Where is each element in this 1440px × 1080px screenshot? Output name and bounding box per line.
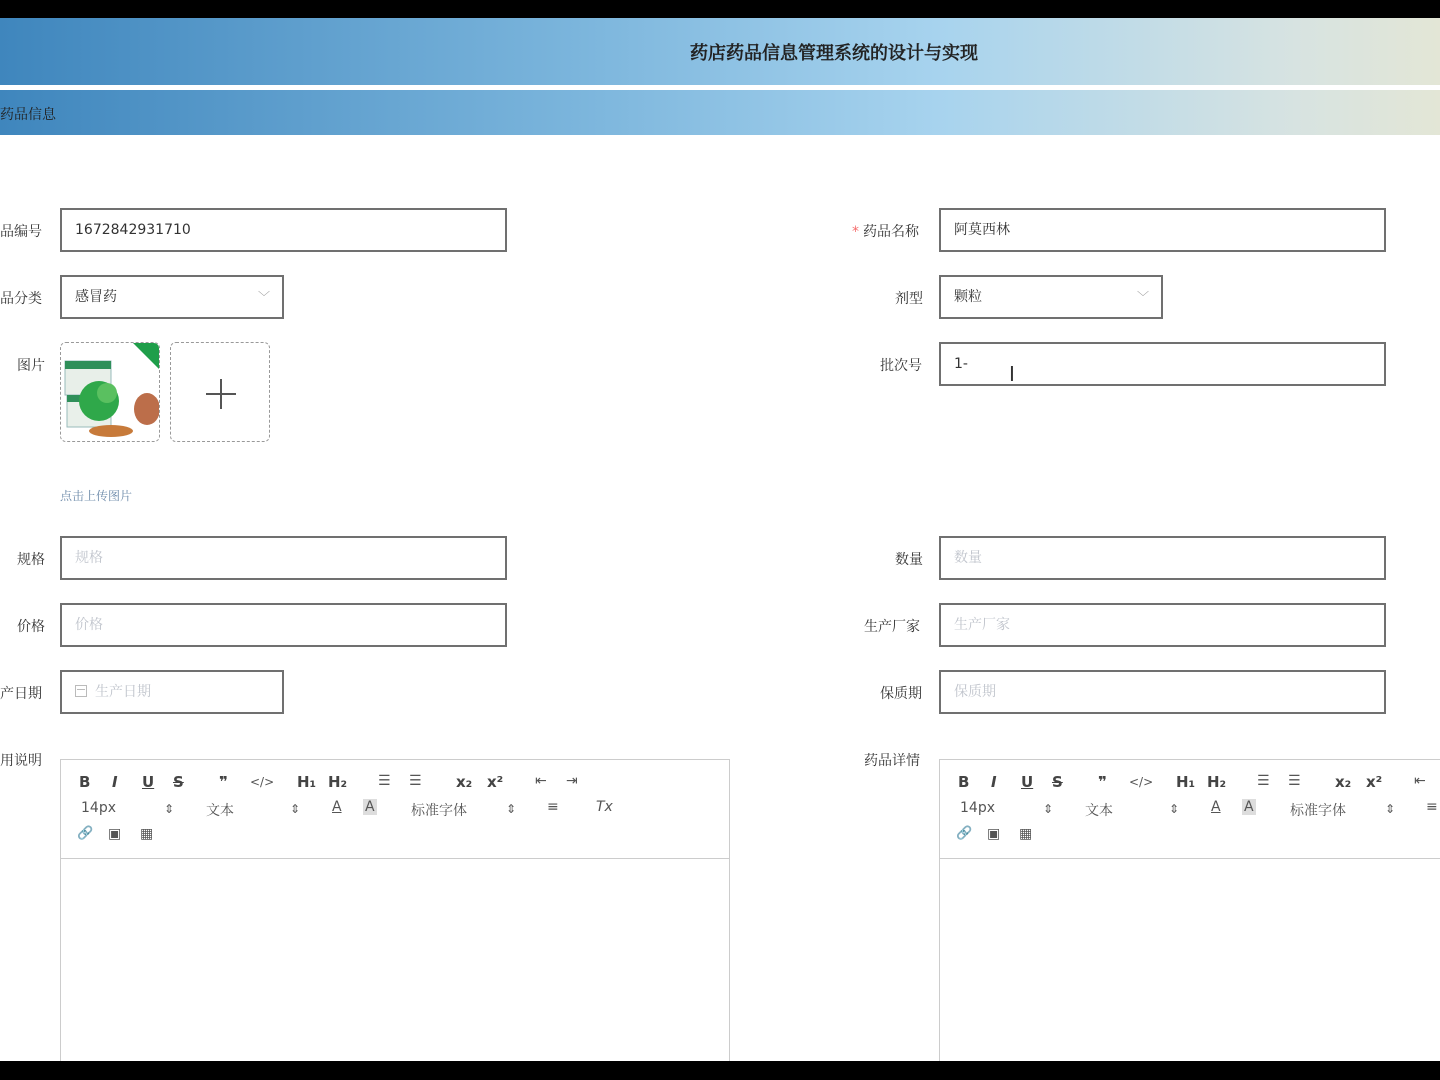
link-button[interactable]: 🔗 [956, 826, 973, 841]
code-button[interactable]: </> [250, 775, 275, 789]
top-header [0, 18, 1440, 85]
font-size-arrow-icon: ⇕ [1043, 802, 1054, 816]
paragraph-picker[interactable]: 文本 [1085, 803, 1113, 819]
italic-button[interactable]: I [991, 773, 997, 791]
upload-tip: 点击上传图片 [60, 489, 133, 503]
upload-button[interactable] [170, 342, 270, 442]
code-input[interactable]: 1672842931710 [60, 208, 507, 252]
details-label: 药品详情 [864, 753, 920, 769]
production-date-picker[interactable] [60, 670, 284, 714]
shelf-life-input[interactable]: 保质期 [939, 670, 1386, 714]
ordered-list-button[interactable]: ☰ [1257, 773, 1270, 789]
quote-button[interactable]: ❞ [219, 773, 228, 791]
paragraph-picker[interactable]: 文本 [206, 803, 234, 819]
font-size-picker[interactable]: 14px [81, 800, 116, 816]
strike-button[interactable]: S [1052, 773, 1063, 791]
plus-icon-vertical [220, 379, 222, 409]
breadcrumb-bar [0, 90, 1440, 135]
editor-toolbar [61, 760, 729, 859]
usage-label: 用说明 [0, 753, 42, 769]
required-mark: * [852, 224, 859, 240]
font-family-arrow-icon: ⇕ [1385, 802, 1396, 816]
underline-button[interactable]: U [1021, 773, 1034, 791]
outdent-button[interactable]: ⇤ [1414, 773, 1426, 789]
chevron-down-icon: ﹀ [257, 290, 270, 304]
align-button[interactable]: ≡ [547, 799, 559, 815]
ordered-list-button[interactable]: ☰ [378, 773, 391, 789]
name-label [852, 221, 919, 241]
bold-button[interactable]: B [958, 773, 970, 791]
production-date-label: 产日期 [0, 686, 42, 702]
video-button[interactable]: ▦ [1019, 826, 1033, 842]
medicine-box-image [61, 343, 160, 442]
h1-button[interactable]: H₁ [1176, 773, 1196, 791]
breadcrumb-label: 药品信息 [0, 107, 56, 123]
background-color-button[interactable]: A [365, 799, 375, 815]
name-label-text: 药品名称 [863, 224, 919, 240]
quantity-input[interactable]: 数量 [939, 536, 1386, 580]
image-button[interactable]: ▣ [987, 826, 1001, 842]
strike-button[interactable]: S [173, 773, 184, 791]
spec-label: 规格 [17, 552, 45, 568]
production-date-placeholder: 生产日期 [95, 684, 151, 700]
italic-button[interactable]: I [112, 773, 118, 791]
bold-button[interactable]: B [79, 773, 91, 791]
font-color-button[interactable]: A [1211, 799, 1221, 815]
price-input[interactable]: 价格 [60, 603, 507, 647]
font-family-picker[interactable]: 标准字体 [411, 803, 467, 819]
category-select[interactable] [60, 275, 284, 319]
quote-button[interactable]: ❞ [1098, 773, 1107, 791]
batch-label: 批次号 [880, 358, 922, 374]
h2-button[interactable]: H₂ [1207, 773, 1227, 791]
system-title: 药店药品信息管理系统的设计与实现 [690, 43, 978, 64]
superscript-button[interactable]: x² [1366, 773, 1383, 791]
manufacturer-label: 生产厂家 [864, 619, 920, 635]
subscript-button[interactable]: x₂ [1335, 773, 1352, 791]
h1-button[interactable]: H₁ [297, 773, 317, 791]
clear-format-button[interactable]: Tx [596, 799, 613, 815]
align-button[interactable]: ≡ [1426, 799, 1438, 815]
usage-editor [60, 759, 730, 1061]
bullet-list-button[interactable]: ☰ [1288, 773, 1301, 789]
paragraph-arrow-icon: ⇕ [1169, 802, 1180, 816]
background-color-button[interactable]: A [1244, 799, 1254, 815]
underline-button[interactable]: U [142, 773, 155, 791]
image-label: 图片 [17, 358, 45, 374]
category-value: 感冒药 [75, 289, 117, 305]
app-screen [0, 18, 1440, 1061]
dosage-form-value: 颗粒 [954, 289, 982, 305]
spec-input[interactable]: 规格 [60, 536, 507, 580]
font-family-picker[interactable]: 标准字体 [1290, 803, 1346, 819]
image-button[interactable]: ▣ [108, 826, 122, 842]
font-family-arrow-icon: ⇕ [506, 802, 517, 816]
name-input[interactable]: 阿莫西林 [939, 208, 1386, 252]
calendar-icon [75, 685, 87, 697]
video-button[interactable]: ▦ [140, 826, 154, 842]
uploaded-image-thumbnail[interactable] [60, 342, 160, 442]
bullet-list-button[interactable]: ☰ [409, 773, 422, 789]
shelf-life-label: 保质期 [880, 686, 922, 702]
outdent-button[interactable]: ⇤ [535, 773, 547, 789]
quantity-label: 数量 [895, 552, 923, 568]
category-label: 品分类 [0, 291, 42, 307]
dosage-form-label: 剂型 [895, 291, 923, 307]
batch-input[interactable]: 1- [939, 342, 1386, 386]
chevron-down-icon: ﹀ [1136, 290, 1149, 304]
code-label: 品编号 [0, 224, 42, 240]
dosage-form-select[interactable] [939, 275, 1163, 319]
manufacturer-input[interactable]: 生产厂家 [939, 603, 1386, 647]
indent-button[interactable]: ⇥ [566, 773, 578, 789]
superscript-button[interactable]: x² [487, 773, 504, 791]
paragraph-arrow-icon: ⇕ [290, 802, 301, 816]
font-size-arrow-icon: ⇕ [164, 802, 175, 816]
details-editor [939, 759, 1440, 1061]
font-color-button[interactable]: A [332, 799, 342, 815]
subscript-button[interactable]: x₂ [456, 773, 473, 791]
link-button[interactable]: 🔗 [77, 826, 94, 841]
font-size-picker[interactable]: 14px [960, 800, 995, 816]
price-label: 价格 [17, 619, 45, 635]
code-button[interactable]: </> [1129, 775, 1154, 789]
editor-toolbar [940, 760, 1440, 859]
text-cursor-icon: I [1009, 362, 1015, 386]
h2-button[interactable]: H₂ [328, 773, 348, 791]
